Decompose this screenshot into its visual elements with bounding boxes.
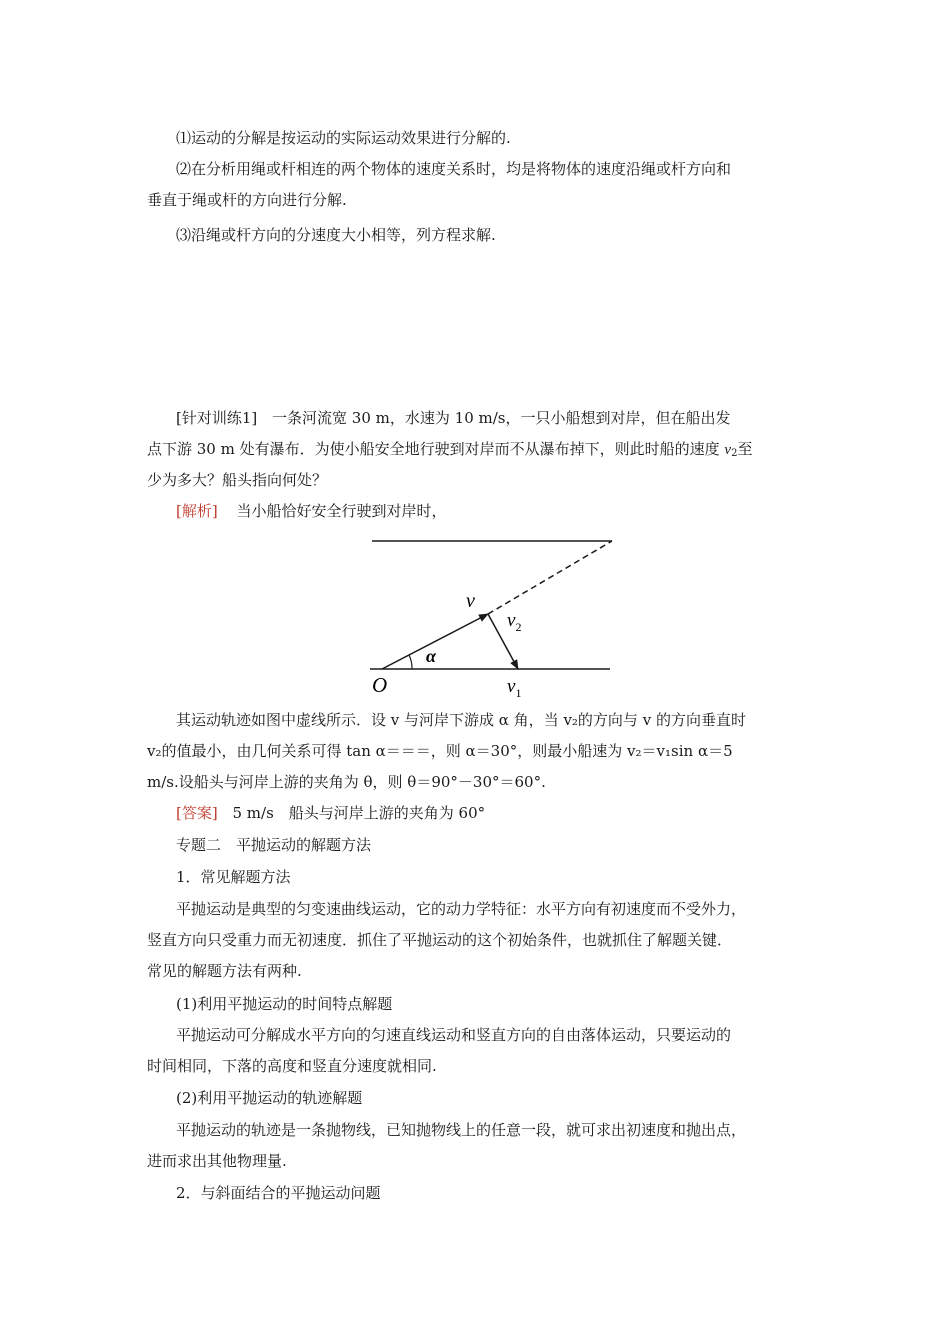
analysis-text: 当小船恰好安全行驶到对岸时， <box>236 502 447 520</box>
note-2: ⑵在分析用绳或杆相连的两个物体的速度关系时，均是将物体的速度沿绳或杆方向和 <box>176 160 732 178</box>
label-origin: O <box>372 673 388 697</box>
topic2-para-1b: 竖直方向只受重力而无初速度．抓住了平抛运动的这个初始条件，也就抓住了解题关键． <box>147 931 733 949</box>
river-velocity-diagram <box>360 530 620 700</box>
topic2-method-2b: 进而求出其他物理量. <box>147 1152 287 1170</box>
explanation-line-3: m/s.设船头与河岸上游的夹角为 θ，则 θ＝90°－30°＝60°. <box>147 773 546 791</box>
topic2-section-1: 1．常见解题方法 <box>176 868 291 886</box>
label-v2: $v_2$ <box>507 610 522 634</box>
analysis-line <box>176 501 447 521</box>
topic2-method-1: (1)利用平抛运动的时间特点解题 <box>176 995 393 1013</box>
topic2-title: 专题二 平抛运动的解题方法 <box>176 836 372 854</box>
topic2-method-1b: 时间相同，下落的高度和竖直分速度就相同. <box>147 1057 437 1075</box>
training-v2-sub: 2 <box>731 448 738 459</box>
label-v: v <box>466 590 475 612</box>
note-3: ⑶沿绳或杆方向的分速度大小相等，列方程求解. <box>176 226 496 244</box>
answer-text: 5 m/s 船头与河岸上游的夹角为 60° <box>232 804 486 822</box>
note-2-continued: 垂直于绳或杆的方向进行分解. <box>147 191 347 209</box>
training-text-2b: 至 <box>737 440 753 458</box>
label-alpha: α <box>426 646 436 666</box>
topic2-section-2: 2．与斜面结合的平抛运动问题 <box>176 1184 381 1202</box>
training-line-3: 少为多大？船头指向何处？ <box>147 471 328 489</box>
topic2-method-2a: 平抛运动的轨迹是一条抛物线，已知抛物线上的任意一段，就可求出初速度和抛出点， <box>176 1121 747 1139</box>
training-v2: v <box>724 442 732 458</box>
training-text-2a: 点下游 30 m 处有瀑布．为使小船安全地行驶到对岸而不从瀑布掉下，则此时船的速度 <box>147 440 725 458</box>
explanation-line-1: 其运动轨迹如图中虚线所示．设 v 与河岸下游成 α 角，当 v₂的方向与 v 的方向垂直时 <box>176 711 746 729</box>
alpha-arc <box>409 655 412 669</box>
topic2-para-1a: 平抛运动是典型的匀变速曲线运动，它的动力学特征：水平方向有初速度而不受外力， <box>176 900 747 918</box>
answer-tag: [答案] <box>176 804 218 822</box>
analysis-tag: [解析] <box>176 502 218 520</box>
trajectory-dashed-line <box>488 541 612 614</box>
topic2-method-2: (2)利用平抛运动的轨迹解题 <box>176 1089 363 1107</box>
topic2-para-1c: 常见的解题方法有两种. <box>147 962 302 980</box>
training-line-1 <box>176 408 730 428</box>
note-1: ⑴运动的分解是按运动的实际运动效果进行分解的. <box>176 129 511 147</box>
explanation-line-2: v₂的值最小，由几何关系可得 tan α＝＝＝，则 α＝30°，则最小船速为 v₂＝v₁sin α＝5 <box>147 742 733 760</box>
training-text-1: 一条河流宽 30 m，水速为 10 m/s，一只小船想到对岸，但在船出发 <box>272 409 731 427</box>
answer-line <box>176 803 485 823</box>
training-line-2 <box>147 439 752 464</box>
label-v1: $v_1$ <box>507 676 522 700</box>
topic2-method-1a: 平抛运动可分解成水平方向的匀速直线运动和竖直方向的自由落体运动，只要运动的 <box>176 1026 732 1044</box>
training-tag: [针对训练1] <box>176 409 258 427</box>
